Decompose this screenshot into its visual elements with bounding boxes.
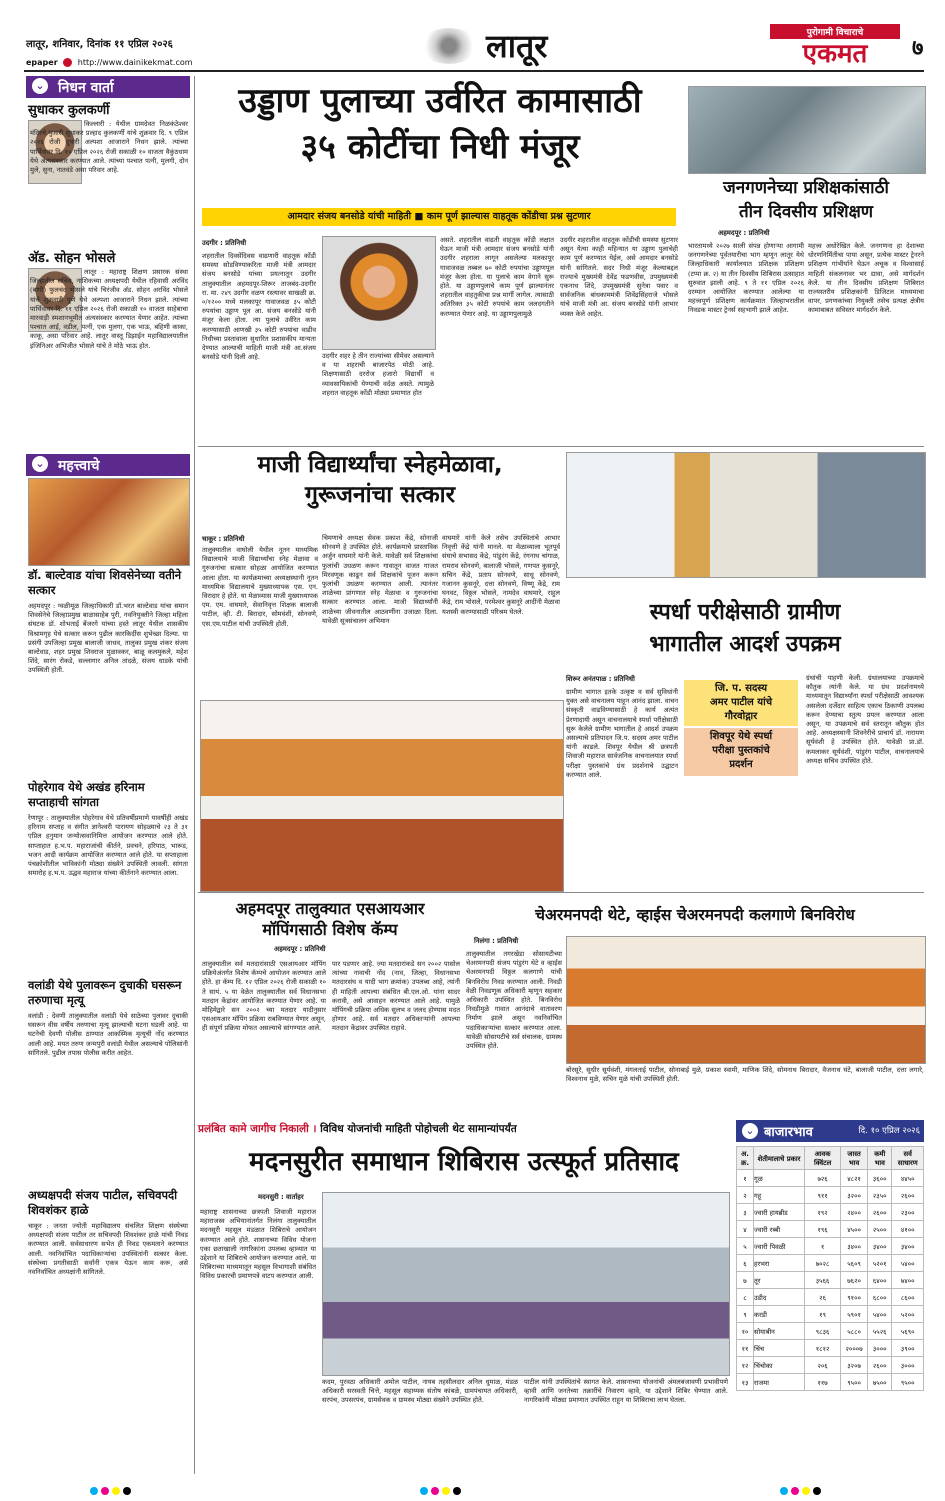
table-row — [737, 1289, 924, 1306]
table-cell: ३६०० — [867, 1170, 892, 1187]
table-cell: १० — [737, 1323, 754, 1340]
box-line: गौरवोद्गार — [724, 711, 758, 722]
obituary-name: सुधाकर कुलकर्णी — [28, 103, 110, 118]
table-cell: १२ — [737, 1357, 754, 1374]
subhead-box — [684, 728, 798, 776]
table-cell: ३००० — [867, 1340, 892, 1357]
column-header: शेतीमालाचे प्रकार — [754, 1147, 805, 1170]
table-cell: १३ — [737, 1374, 754, 1391]
obituary-text: लातूर : महाराष्ट्र शिक्षण प्रसारक संस्था जिल्हातील सचिव, नाशिकच्या अध्यक्षपदी येथील रहिवासी अरविंद (बापी) फुलचंद भोसले यांचे चिरंजीव अ‍ॅड. सोहन अरविंद भोसले यांचे शुक्रवारी पुणे येथे अल्पशा आजाराने निधन झाले. त्यांच्या पार्थिवावर दि. ११ एप्रिल २०२६ रोजी सकाळी १० वाजता साहेबाचा मारवाड़ी स्मशानभूमीत अंत्यसंस्कार करण्यात येणार आहेत. त्यांच्या पश्चात आई, वडील, पत्नी, एक मुलगा, एक भाऊ, बहिणी काका, काकू, असा परिवार आहे. लातूर वास्तू डिझाईन महाविद्यालयातील इंजिनिअर अभिजीत भोसले यांचे ते मोठे भाऊ होत. — [30, 268, 188, 350]
table-cell: ४८२१ — [841, 1170, 868, 1187]
table-row — [737, 1238, 924, 1255]
registration-dot — [90, 1487, 98, 1495]
box-line: अमर पाटील यांचे — [709, 697, 773, 708]
registration-dot — [802, 1487, 810, 1495]
table-cell: १८१२ — [805, 1340, 841, 1357]
table-cell: ९ — [737, 1306, 754, 1323]
table-row — [737, 1374, 924, 1391]
table-cell: उडीद — [754, 1289, 805, 1306]
table-cell: ३४०० — [867, 1238, 892, 1255]
article-text: तालुक्यातील तगरखेडा सोसायटीच्या चेअरमनपदी संजय पांडुरंग थेटे व व्हाईस चेअरमनपदी विठ्ठल कलगाणे यांची बिनविरोध निवड करण्यात आली. निवडी वेळी निवडणूक अधिकारी म्हणून सहकार अधिकारी उपस्थित होते. बिनविरोध निवडीमुळे गावात आनंदाचे वातावरण निर्माण झाले असून नवनिर्वाचित पदाधिकाऱ्यांचा सत्कार करण्यात आला. यावेळी सोसायटीचे सर्व संचालक, ग्रामस्थ उपस्थित होते. — [466, 950, 562, 1051]
news-photo — [28, 478, 190, 566]
brand-tagline: पुरोगामी विचाराचे — [770, 24, 900, 39]
banner-right: विविध योजनांची माहिती पोहोचली थेट सामान्यांपर्यंत — [320, 1123, 517, 1135]
page-number: ७ — [912, 36, 924, 61]
banner-strip — [198, 1120, 728, 1138]
table-cell: ५५२६ — [867, 1323, 892, 1340]
table-cell: ८ — [737, 1289, 754, 1306]
article-text: ग्रामीण भागात इतके उत्कृष्ट व सर्व सुविधांनी युक्त असे वाचनालय पाहून आनंद झाला. वाचन संस्कृती वाढविण्यासाठी हे कार्य अत्यंत प्रेरणादायी असून वाचनालयाचे स्पर्धा परीक्षेसाठी सुरू केलेले ग्रामीण भागातील हे आदर्श उपक्रम असल्याचे प्रतिपादन जि.प. सदस्य अमर पाटील यांनी काढले. शिवपूर येथील श्री छत्रपती शिवाजी महाराज सार्वजनिक वाचनालयात स्पर्धा परीक्षा पुस्तकांचे ग्रंथ प्रदर्शनाचे उद्घाटन करण्यात आले. — [566, 688, 678, 779]
article-text: उदगीर शहर हे तीन राज्यांच्या सीमेवर असल्याने व या शहराची बाजारपेठ मोठी आहे. शिक्षणासाठी दररोज हजारो विद्यार्थी व व्यावसायिकांची येण्याची वर्दळ असते. त्यामुळे शहरात वाहतूक कोंडी मोठ्या प्रमाणात होत — [322, 352, 434, 397]
market-table — [736, 1146, 924, 1391]
chevron-down-icon: ⌄ — [742, 1123, 758, 1139]
market-title: बाजारभाव — [764, 1125, 813, 1140]
table-cell: ७५०० — [867, 1374, 892, 1391]
table-cell: १९६ — [805, 1221, 841, 1238]
byline: चाकूर : प्रतिनिधी — [202, 535, 245, 543]
brief-text: रेणापूर : तालुक्यातील पोहरेगाव येथे प्रतिवर्षीप्रमाणे यावर्षीही अखंड हरिनाम सप्ताह व संगीत ज्ञानेश्वरी पारायण सोहळ्याचे २३ ते ३१ एप्रिल हनुमान जन्मोत्सवानिमित्त आयोजन करण्यात आले होते. साप्ताहात ह.भ.प. महाराजांची कीर्तने, प्रवचने, हरिपाठ, भारूड, भजन आदी कार्यक्रम आयोजित करण्यात आले होते. या सप्ताहाला पंचक्रोशीतील भाविकांनी मोठ्या संख्येने उपस्थिती लावली. सांगता समारोह ह.भ.प. उद्धव महाराज यांच्या कीर्तनाने करण्यात आला. — [28, 814, 188, 878]
registration-dot — [780, 1487, 788, 1495]
table-cell: १ — [805, 1238, 841, 1255]
date-line: लातूर, शनिवार, दिनांक ११ एप्रिल २०२६ — [26, 39, 173, 50]
byline: निलंगा : प्रतिनिधी — [474, 937, 519, 945]
table-row — [737, 1272, 924, 1289]
brief-text: चाकूर : जनता ज्योती महाविद्यालय संचलित शिक्षण संस्थेच्या अध्यक्षपदी संजय पाटील तर सचिवपदी शिवशंकर हाळे यांची निवड करण्यात आली. सर्वसाधारण सभेत ही निवड एकमताने करण्यात आली. नवनिर्वाचित पदाधिकाऱ्यांचा उपस्थितांनी सत्कार केला. संस्थेच्या प्रगतीसाठी सर्वांनी एकत्र येऊन काम करू, असे नवनिर्वाचित अध्यक्षांनी सांगितले. — [28, 1222, 188, 1277]
lead-story — [198, 76, 682, 446]
table-cell: ३५६६ — [805, 1272, 841, 1289]
table-cell: ४५०० — [841, 1221, 868, 1238]
table-cell: २ — [737, 1187, 754, 1204]
masthead-rule — [24, 70, 924, 72]
story-headline: गुरूजनांचा सत्कार — [305, 482, 455, 508]
story-headline: चेअरमनपदी थेटे, व्हाईस चेअरमनपदी कलगाणे बिनविरोध — [535, 906, 855, 924]
left-column — [26, 76, 190, 1476]
subhead-line: परीक्षा पुस्तकांचे — [712, 745, 770, 756]
article-text: महाराष्ट्र शासनाच्या छत्रपती शिवाजी महाराज महाराजस्व अभियानांतर्गत निलंगा तालुक्यातील मदनसुरी महसूल मंडळात शिबिराचे आयोजन करण्यात आले होते. शासनाच्या विविध योजना एका छताखाली नागरिकांना उपलब्ध व्हाव्यात या उद्देशाने या शिबिराचे आयोजन करण्यात आले. या शिबिराच्या माध्यमातून महसूल विभागाशी संबंधित विविध प्रकारची प्रमाणपत्रे वाटप करण्यात आली. — [200, 1208, 316, 1281]
news-photo — [322, 236, 436, 350]
table-cell: ५६०९ — [841, 1255, 868, 1272]
table-cell: ९५०० — [892, 1374, 924, 1391]
column-divider — [194, 76, 195, 1474]
table-cell: ६४०० — [867, 1272, 892, 1289]
table-cell: हरभरा — [754, 1255, 805, 1272]
column-header: कमी भाव — [867, 1147, 892, 1170]
table-cell: गूळ — [754, 1170, 805, 1187]
news-photo — [688, 86, 926, 174]
table-cell: ५६९० — [892, 1323, 924, 1340]
table-cell: ६८०० — [867, 1289, 892, 1306]
story-headline: भागातील आदर्श उपक्रम — [649, 632, 841, 657]
market-rates — [736, 1120, 924, 1480]
section-rule — [198, 892, 924, 893]
table-cell: २६ — [805, 1289, 841, 1306]
table-cell: करडी — [754, 1306, 805, 1323]
table-cell: ७ — [737, 1272, 754, 1289]
masthead — [0, 0, 945, 70]
table-cell: ५९०१ — [841, 1306, 868, 1323]
table-cell: २४०० — [841, 1204, 868, 1221]
obituary-text: किल्लारी : येथील ग्रामदेवत निळकंठेश्वर मंदिरचे पुजारी सुधाकर प्रल्हाद कुलकर्णी यांचे शुक्रवार दि. ९ एप्रिल २०२६ रोजी दुपारी अल्पशा आजाराने निधन झाले. त्यांच्या पार्थिवावर दि. १० एप्रिल २०२६ रोजी सकाळी १० वाजता वैकुंठधाम येथे अंत्यसंस्कार करण्यात आले. त्यांच्या पश्चात पत्नी, मुलगी, दोन मुले, सुना, नातवंडे असा परिवार आहे. — [30, 120, 188, 175]
table-cell: २०६ — [805, 1357, 841, 1374]
exam-story — [566, 578, 924, 890]
table-cell: ३४०० — [892, 1238, 924, 1255]
story-headline: तीन दिवसीय प्रशिक्षण — [738, 202, 874, 222]
photo-caption: बोरसूरे, सुधीर सूर्यवंशी, मंगलताई पाटील, सोनाबाई मुळे, प्रकाश स्वामी, माणिक शिंदे, सोमनाथ बिरादार, वैजनाथ घंटे, बालाजी पाटील, दत्ता लगारे, विश्वनाथ मुळे, सचिन मुळे यांची उपस्थिती होती. — [566, 1066, 924, 1084]
highlight-box — [684, 680, 798, 726]
banner-left: प्रलंबित कामे जागीच निकाली । — [198, 1123, 317, 1135]
ornament-icon — [420, 28, 478, 64]
table-cell: तूर — [754, 1272, 805, 1289]
column-header: जास्त भाव — [841, 1147, 868, 1170]
article-text: तालुक्यातील वाघोली येथील नूतन माध्यमिक विद्यालयाचे माजी विद्यार्थ्यांचा स्नेह मेळावा व गुरुजनांचा सत्कार सोहळा आयोजित करण्यात आला होता. या कार्यक्रमाच्या अध्यक्षस्थानी नूतन माध्यमिक विद्यालयाचे मुख्याध्यापक एस. एन. विरादार हे होते. या मेळाव्यास माजी मुख्याध्यापक एम. एम. वाघमारे, सेवानिवृत्त शिक्षक बालाजी पाटील, व्ही. टी. बिरादार, सोमवंशी, सोनवणे, एस.एम.पाटील यांची उपस्थिती होती. — [202, 546, 318, 628]
registration-dot — [431, 1487, 439, 1495]
news-photo — [200, 700, 564, 892]
table-row — [737, 1323, 924, 1340]
byline: शिरूर अनंतपाळ : प्रतिनिधी — [566, 675, 635, 683]
table-row — [737, 1357, 924, 1374]
byline: उदगीर : प्रतिनिधी — [202, 239, 247, 247]
epaper-label: epaper — [26, 58, 58, 67]
brief-headline: डॉ. बाल्टेवाड यांचा शिवसेनेच्या वतीने सत्कार — [28, 568, 182, 597]
brief-headline: वलांडी येथे पुलावरून दुचाकी घसरून तरुणाचा मृत्यू — [28, 978, 182, 1007]
article-text: महत्त्व अधोरेखित केले. जनगणना हा देशाच्या धोरणनिर्मितीचा पाया असून, प्रत्येक मास्टर ट्रेनरने प्रशिक्षण गांभीर्याने घेऊन अचूक व विश्वासार्ह माहिती संकलनावर भर द्यावा, असे मार्गदर्शन केले. या तीन दिवसीय प्रशिक्षण शिबिरात राज्यस्तरीय प्रशिक्षकांनी डिजिटल माध्यमाचा वापर, प्रगणकांच्या नियुक्ती तसेच प्रत्यक्ष क्षेत्रीय कामाबाबत सविस्तर मार्गदर्शन केले. — [808, 242, 924, 315]
table-cell: ८६०० — [892, 1289, 924, 1306]
article-text: असते. शहरातील वाढती वाहतूक कोंडी लक्षात घेऊन माजी मंत्री आमदार संजय बनसोडे यांनी उदगीर शहराला लागून असलेल्या मलकापूर गावाजवळ तब्बल ७० कोटी रुपयांचा उड्डाणपूल मंजूर केला होता. या पुलाचे काम वेगाने सुरू होते. या उड्डाणपुलाचे काम पूर्ण झाल्यानंतर शहरातील वाहतुकीचा प्रश्न मार्गी लागेल. त्यासाठी अतिरिक्त ३५ कोटी रुपयांचे काम जलदगतीने करण्यात येणार आहे. या उड्डाणपुलामुळे — [440, 236, 554, 318]
registration-dot — [101, 1487, 109, 1495]
lead-headline: उड्डाण पुलाच्या उर्वरित कामासाठी — [238, 81, 642, 121]
table-header-row — [737, 1147, 924, 1170]
table-cell: चिंचोका — [754, 1357, 805, 1374]
story-headline: मॉपिंगसाठी विशेष कॅम्प — [262, 920, 398, 939]
table-row — [737, 1170, 924, 1187]
article-text: कदम, पुरवठा अधिकारी अमोल पाटील, नायब तहसीलदार अनिल धुमाळ, मंडळ अधिकारी सरस्वती चित्ते, महसूल सहाय्यक संतोष कांबळे, ग्रामपंचायत अधिकारी, सरपंच, उपसरपंच, ग्रामसेवक व ग्रामस्थ मोठ्या संख्येने उपस्थित होते. — [322, 1378, 518, 1405]
important-section-title: महत्त्वाचे — [58, 458, 100, 474]
important-section-bar — [26, 454, 190, 476]
table-cell: ३९०० — [892, 1340, 924, 1357]
epaper-line — [26, 58, 193, 67]
globe-icon — [63, 58, 72, 67]
table-cell: १९ — [805, 1306, 841, 1323]
table-cell: ५२०१ — [867, 1255, 892, 1272]
table-cell: ३ — [737, 1204, 754, 1221]
table-cell: ४४५० — [892, 1170, 924, 1187]
byline: अहमदपूर : प्रतिनिधी — [718, 229, 770, 237]
article-text: पाटील यांनी उपस्थितांचे स्वागत केले. शासनाच्या योजनांची अंमलबजावणी प्रभावीपणे व्हावी आणि जनतेच्या तक्रारींचे निवारण व्हावे, या उद्देशाने शिबिर घेण्यात आले. नागरिकांनी मोठ्या प्रमाणात उपस्थित राहून या शिबिराचा लाभ घेतला. — [524, 1378, 728, 1405]
subhead-line: प्रदर्शन — [729, 759, 753, 770]
article-text: चिमणाचे अध्यक्ष सेवक प्रकाश केंद्रे, सोनाजी सोनवणे हे उपस्थित होते. कार्यक्रमाचे प्रास्ताविक अर्जुन वाघमारे यांनी केले. यावेळी सर्व शिक्षकांचा फुलांची उधळण करून गावातून वाजत गाजत मिरवणूक काढून सर्व शिक्षकांचे पूजन करून फुलांची उधळण करण्यात आली. त्यानंतर शाळेच्या प्रांगणात स्नेह मेळावा व गुरुजनांचा सत्कार करण्यात आला. माजी विद्यार्थ्यांनी शाळेच्या जीवनातील आठवणींना उजाळा दिला. यावेळी सूत्रसंचालन अभिमान — [322, 534, 438, 625]
table-cell: ७२६ — [805, 1170, 841, 1187]
table-row — [737, 1204, 924, 1221]
table-cell: २६०० — [867, 1357, 892, 1374]
chairman-story — [466, 896, 924, 1116]
city-title: लातूर — [486, 27, 548, 65]
registration-dot — [112, 1487, 120, 1495]
registration-dot — [453, 1487, 461, 1495]
registration-dot — [813, 1487, 821, 1495]
brand-logo — [770, 24, 900, 68]
table-cell: ६ — [737, 1255, 754, 1272]
obituary-section-bar — [26, 76, 190, 98]
obituary-section-title: निधन वार्ता — [58, 80, 114, 96]
site-url[interactable]: http://www.dainikekmat.com — [77, 58, 193, 67]
byline: अहमदपूर : प्रतिनिधी — [274, 945, 326, 953]
table-cell: ९१०० — [841, 1289, 868, 1306]
table-cell: ३४०० — [841, 1238, 868, 1255]
article-text: भारतामध्ये २०२७ साली संपन्न होणाऱ्या आगामी जनगणनेच्या पूर्वतयारीचा भाग म्हणून लातूर येथे जिल्हाधिकारी कार्यालयात प्रशिक्षक प्रशिक्षण (टप्पा क्र. २) या तीन दिवसीय शिबिरास उत्साहात सुरुवात झाली आहे. ९ ते ११ एप्रिल २०२६ दरम्यान आयोजित करण्यात आलेल्या या महत्त्वपूर्ण प्रशिक्षण कार्यक्रमात जिल्हाभरातील निवडक मास्टर ट्रेनर्स सहभागी झाले आहेत. — [688, 242, 804, 315]
lead-deck: आमदार संजय बनसोडे यांची माहिती ■ काम पूर्ण झाल्यास वाहतूक कोंडीचा प्रश्न सुटणार — [202, 208, 676, 226]
table-cell: ५४०० — [892, 1255, 924, 1272]
table-cell: २३५० — [867, 1187, 892, 1204]
table-cell: २३०० — [892, 1204, 924, 1221]
table-cell: १ — [737, 1170, 754, 1187]
census-story — [688, 76, 924, 446]
registration-dot — [123, 1487, 131, 1495]
table-cell: ४१०० — [892, 1221, 924, 1238]
article-text: पार पडणार आहे. ज्या मतदारांकडे सन २००२ पासोल त्यांच्या नावाची नोंद (नाव, जिल्हा, विधानसभा मतदारसंघ व यादी भाग क्रमांक) उपलब्ध आहे, त्यांनी ही माहिती आपल्या संबंधित बी.एल.ओ. यांना सादर करावी, असे आवाहन करण्यात आले आहे. यामुळे मॉपिंगची प्रक्रिया अधिक सुलभ व जलद होण्यास मदत होणार आहे. सर्व मतदार अधिकाऱ्यांनी आपल्या मतदान केंद्रावर उपस्थित राहावे. — [332, 960, 460, 1033]
sir-story — [198, 896, 462, 1116]
table-cell: १९२ — [805, 1204, 841, 1221]
table-cell: ज्वारी रब्बी — [754, 1221, 805, 1238]
brief-headline: अध्यक्षपदी संजय पाटील, सचिवपदी शिवशंकर हाळे — [28, 1188, 178, 1217]
chevron-down-icon: ⌄ — [32, 456, 48, 472]
table-cell: चिंच — [754, 1340, 805, 1357]
table-cell: सोयाबीन — [754, 1323, 805, 1340]
table-cell: ७६२० — [841, 1272, 868, 1289]
column-header: अ. क्र. — [737, 1147, 754, 1170]
registration-dot — [442, 1487, 450, 1495]
table-cell: ज्वारी पिवळी — [754, 1238, 805, 1255]
story-headline: जनगणनेच्या प्रशिक्षकांसाठी — [723, 178, 889, 198]
table-cell: ३२०० — [841, 1187, 868, 1204]
table-cell: ३००० — [892, 1357, 924, 1374]
article-text: तालुक्यातील सर्व मतदारांसाठी एसआयआर मॉपिंग प्रक्रियेअंतर्गत विशेष कॅम्पचे आयोजन करण्यात आले होते. हा कॅम्प दि. १२ एप्रिल २०२६ रोजी सकाळी १० ते सायं. ५ या वेळेत तालुक्यातील सर्व विधानसभा मतदान केंद्रांवर आयोजित करण्यात येणार आहे. या मोहिमेद्वारे सन २००२ च्या मतदार यादीनुसार एसआयआर मॉपिंग प्रक्रिया राबविण्यात येणार असून, ही संपूर्ण प्रक्रिया मोफत असल्याचे सांगण्यात आले. — [202, 960, 326, 1033]
brief-headline: पोहरेगाव येथे अखंड हरिनाम सप्ताहाची सांगता — [28, 780, 145, 809]
byline: मदनसुरी : वार्ताहर — [258, 1193, 304, 1201]
camp-story — [198, 1140, 730, 1480]
table-cell: ५२०० — [892, 1306, 924, 1323]
table-cell: ९११ — [805, 1187, 841, 1204]
table-cell: ४ — [737, 1221, 754, 1238]
section-rule — [198, 446, 924, 447]
column-header: सर्व साधारण — [892, 1147, 924, 1170]
table-row — [737, 1221, 924, 1238]
table-cell: २५०० — [867, 1221, 892, 1238]
news-photo — [566, 936, 926, 1064]
story-headline: माजी विद्यार्थ्यांचा स्नेहमेळावा, — [257, 452, 503, 478]
table-cell: ९८३६ — [805, 1323, 841, 1340]
table-cell: राजमा — [754, 1374, 805, 1391]
table-cell: २०००७ — [841, 1340, 868, 1357]
table-cell: ९५०० — [841, 1374, 868, 1391]
registration-marks — [420, 1487, 461, 1495]
market-date: दि. १० एप्रिल २०२६ — [858, 1126, 920, 1136]
table-row — [737, 1306, 924, 1323]
table-cell: गहू — [754, 1187, 805, 1204]
registration-dot — [791, 1487, 799, 1495]
chevron-down-icon: ⌄ — [32, 78, 48, 94]
brand-name: एकमत — [802, 39, 868, 69]
table-cell: ११७ — [805, 1374, 841, 1391]
table-cell: ११ — [737, 1340, 754, 1357]
obituary-name: अ‍ॅड. सोहन भोसले — [28, 251, 116, 266]
registration-marks — [90, 1487, 131, 1495]
news-photo — [566, 452, 926, 578]
table-row — [737, 1187, 924, 1204]
registration-dot — [420, 1487, 428, 1495]
article-text: उदगीर शहरातील वाहतूक कोंडीची समस्या सुटणार असून येत्या काही महिन्यात या उड्डाण पुलाचेही काम पूर्ण करण्यात येईल, असे आमदार बनसोडे यांनी सांगितले. सदर निधी मंजूर केल्याबद्दल राज्याचे मुख्यमंत्री देवेंद्र फडणवीस, उपमुख्यमंत्री एकनाथ शिंदे, उपमुख्यमंत्री सुनेत्रा पवार व सार्वजनिक बांधकाममंत्री शिवेंद्रसिंहराजे भोसले यांचे माजी मंत्री आ. संजय बनसोडे यांनी आभार व्यक्त केले आहेत. — [560, 236, 678, 318]
brief-text: वलांडी : देवणी तालुक्यातील वलांडी येथे साठेच्या पुलावर दुचाकी घसरून वीस वर्षीय तरुणाचा मृत्यू झाल्याची घटना घडली आहे. या घटनेची देवणी पोलीस ठाण्यात आकस्मिक मृत्यूची नोंद करण्यात आली आहे. मयत तरुण जन्मपुरी वलांडी येथील असल्याचे पोलिसांनी सांगितले. पुढील तपास पोलीस करीत आहेत. — [28, 1012, 188, 1057]
table-cell: ५८८० — [841, 1323, 868, 1340]
registration-marks — [780, 1487, 821, 1495]
box-line: जि. प. सदस्य — [714, 683, 767, 694]
table-row — [737, 1255, 924, 1272]
story-headline: स्पर्धा परीक्षेसाठी ग्रामीण — [649, 600, 841, 625]
lead-headline: ३५ कोटींचा निधी मंजूर — [300, 127, 580, 167]
column-header: आवक क्विंटल — [805, 1147, 841, 1170]
brief-text: अहमदपूर : ग्वळीमूळ जिल्हाधिकारी डॉ.भरत बाल्टेवाड यांचा समान शिवसेनेचे जिल्हाप्रमुख बाळासाहेब पुरी, नवनियुक्तीने जिल्हा महिला संघटक डॉ. शोभताई बेंजरगे यांच्या हस्ते लातूर येथील शासकीय विश्रामगृह येथे सत्कार करून पुढील कारकिर्दीस शुभेच्छा दिल्या. या प्रसंगी उपजिल्हा प्रमुख बालाजी जाधव, तालुका प्रमुख शंकर संजय बाल्टेवाड, शहर प्रमुख शिवराज मुळावकर, बाळू कलमुकले, महेश शिंदे, सारंग रोकडे, सल्लागार अनिल तांदळे, संजय धाडके यांची उपस्थिती होती. — [28, 602, 188, 675]
story-headline: मदनसुरीत समाधान शिबिरास उत्स्फूर्त प्रतिसाद — [249, 1147, 679, 1177]
table-cell: ५ — [737, 1238, 754, 1255]
news-photo — [322, 1192, 730, 1376]
table-cell: ३२०७ — [841, 1357, 868, 1374]
table-cell: २६०० — [867, 1204, 892, 1221]
subhead-line: शिवपूर येथे स्पर्धा — [709, 731, 773, 742]
article-text: ग्रंथांची पाहणी केली. ग्रंथालयाच्या उपक्रमाचे कौतुक त्यांनी केले. या ग्रंथ प्रदर्शनामध्ये माध्यमातून विद्यार्थ्यांना स्पर्धा परीक्षेसाठी आवश्यक असलेला दर्जेदार साहित्य एकाच ठिकाणी उपलब्ध करून देण्याचा स्तुत्य प्रयत्न करण्यात आला असून, या उपक्रमाचे सर्व स्तरातून कौतुक होत आहे. अध्यक्षस्थानी शिवनेरीचे प्राचार्य डॉ. नारायण सूर्यवंशी हे उपस्थित होते. यावेळी प्रा.डॉ. कमलाकर सूर्यवंशी, पांडुरंग पाटील, वाचनालयाचे अध्यक्ष सचिव उपस्थित होते. — [806, 674, 924, 765]
story-headline: अहमदपूर तालुक्यात एसआयआर — [235, 899, 425, 918]
table-cell: २६०० — [892, 1187, 924, 1204]
article-text: शहरातील दिवसेंदिवस वाढणारी वाहतूक कोंडी समस्या सोडविण्याकरिता माजी मंत्री आमदार संजय बनसोडे यांच्या प्रयत्नातून उदगीर तालुक्यातील अहमदपूर-शिरूर ताजबंद-उदगीर रा. मा. २४९ उदगीर वळण रस्त्यावर साखळी क्र. ०/१२०० मध्ये मलकापूर गावाजवळ ३५ कोटी रुपयांचा उड्डाण पूल आ. संजय बनसोडे यांनी मंजूर केला होता. त्या पुलाचे उर्वरित काम करण्यासाठी आणखी ३५ कोटी रुपयांचा वाढीव निधीच्या प्रस्तावाला सुधारित प्रशासकीय मान्यता देण्यात आल्याची माहिती माजी मंत्री आ.संजय बनसोडे यांनी दिली आहे. — [202, 252, 316, 362]
article-text: वाघमारे यांनी केले तसेच उपस्थितांचे आभार निवृत्ती केंद्रे यांनी मानले. या मेळाव्याला भूतपूर्व संघाचे सभासद केंद्रे, पांडुरंग केंद्रे, रंगनाथ चांगाळ, रामराव सोनवणे, बालाजी भोसले, गणपत कुसनूरे, सचिन केंद्रे, प्रताप सोनवणे, साधू सोनवणे, गजानन कुसनूरे, दत्ता सोनवणे, विष्णू केंद्रे, राम घनवट, विठ्ठल भोसले, नामदेव वाघमारे, राहुल केंद्रे, राम भोसले, परमेश्वर कुसनूरे आदींनी मेळावा यशस्वी करण्यासाठी परिश्रम घेतले. — [442, 534, 560, 616]
table-row — [737, 1340, 924, 1357]
table-cell: ५४०० — [867, 1306, 892, 1323]
table-cell: ७०२८ — [805, 1255, 841, 1272]
table-cell: ७४०० — [892, 1272, 924, 1289]
table-cell: ज्वारी हायब्रीड — [754, 1204, 805, 1221]
